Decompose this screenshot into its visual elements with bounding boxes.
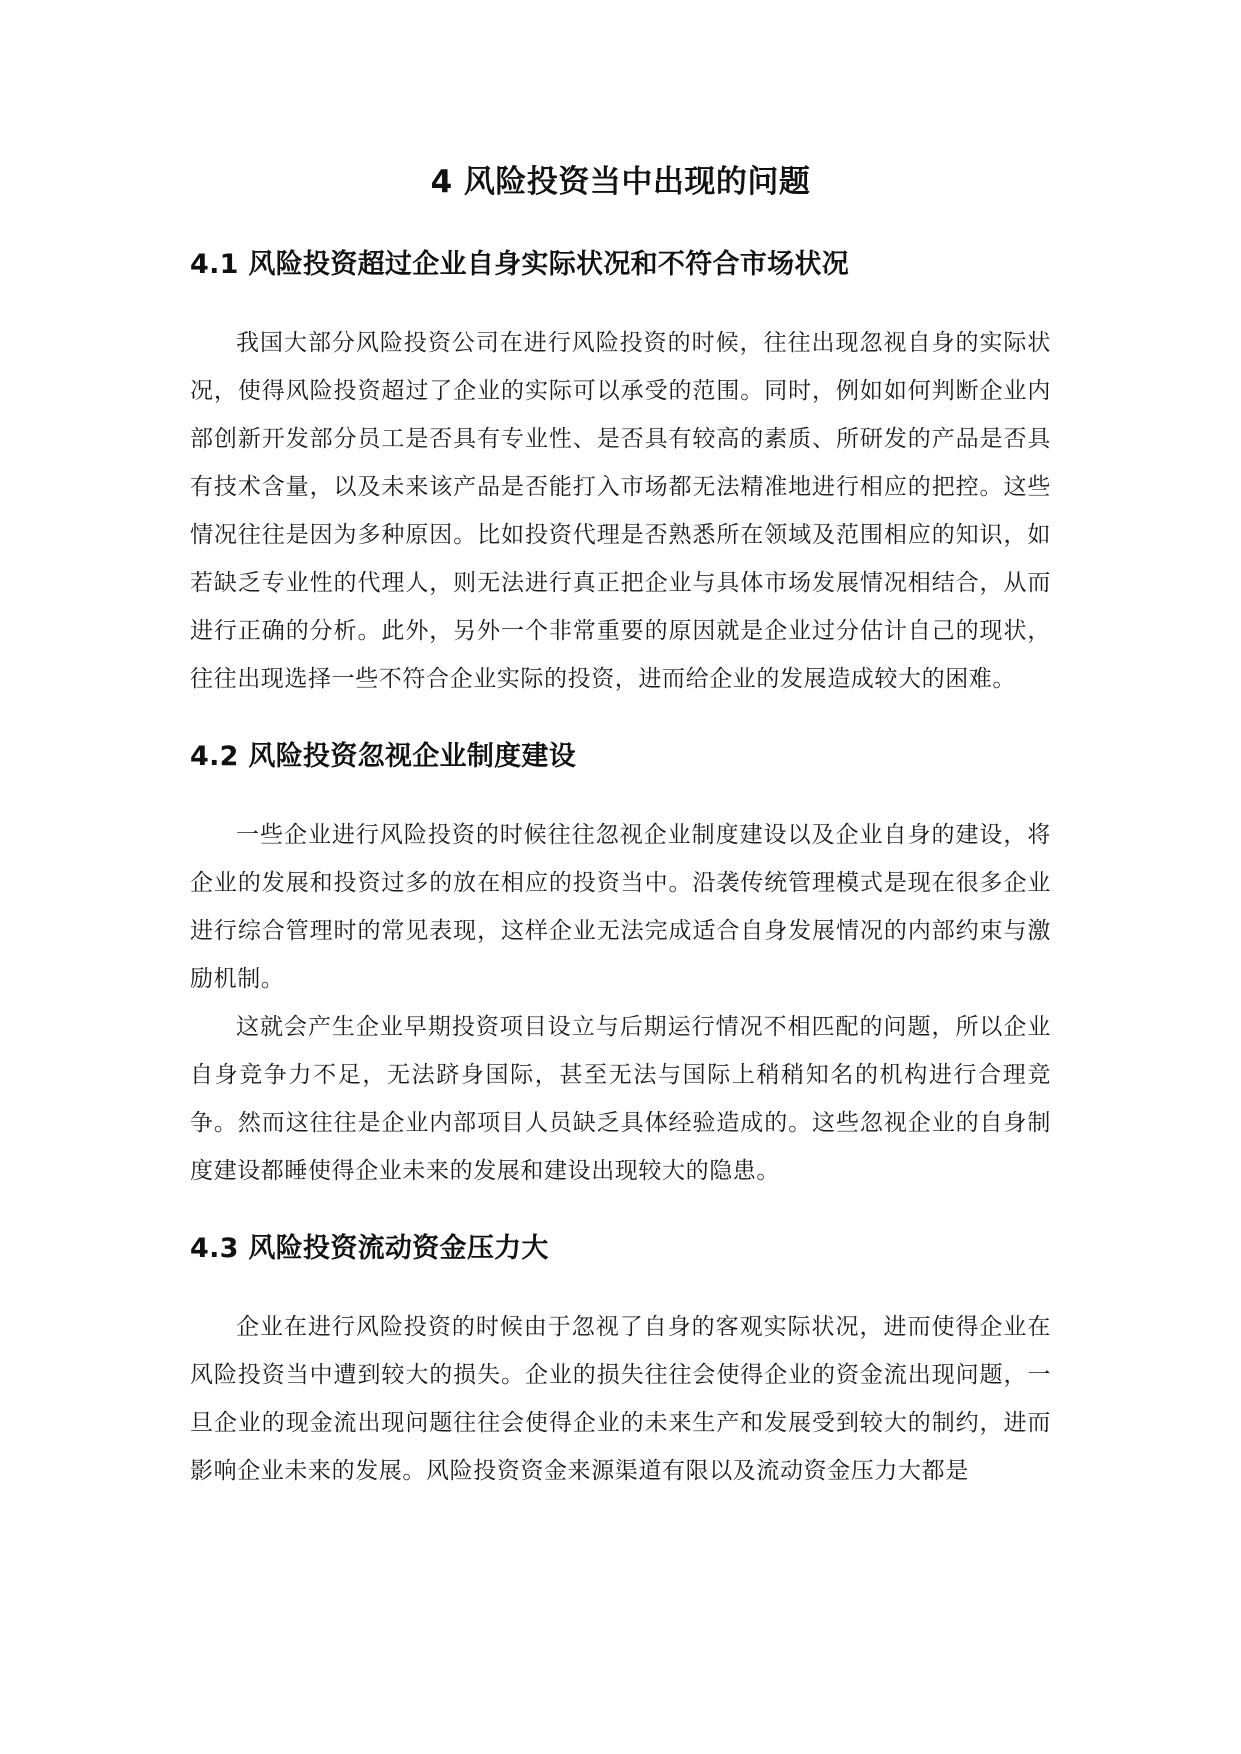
section-heading: 4.3 风险投资流动资金压力大 [190,1233,549,1264]
paragraph: 一些企业进行风险投资的时候往往忽视企业制度建设以及企业自身的建设，将企业的发展和投资过多的放在相应的投资当中。沿袭传统管理模式是现在很多企业进行综合管理时的常见表现，这样企业无法完成适合自身发展情况的内部约束与激励机制。 [190,822,1051,992]
paragraph: 企业在进行风险投资的时候由于忽视了自身的客观实际状况，进而使得企业在风险投资当中遭到较大的损失。企业的损失往往会使得企业的资金流出现问题，一旦企业的现金流出现问题往往会使得企业的未来生产和发展受到较大的制约，进而影响企业未来的发展。风险投资资金来源渠道有限以及流动资金压力大都是 [190,1314,1051,1484]
paragraph: 我国大部分风险投资公司在进行风险投资的时候，往往出现忽视自身的实际状况，使得风险投资超过了企业的实际可以承受的范围。同时，例如如何判断企业内部创新开发部分员工是否具有专业性、是否具有较高的素质、所研发的产品是否具有技术含量，以及未来该产品是否能打入市场都无法精准地进行相应的把控。这些情况往往是因为多种原因。比如投资代理是否熟悉所在领域及范围相应的知识，如若缺乏专业性的代理人，则无法进行真正把企业与具体市场发展情况相结合，从而进行正确的分析。此外，另外一个非常重要的原因就是企业过分估计自己的现状，往往出现选择一些不符合企业实际的投资，进而给企业的发展造成较大的困难。 [190,330,1051,692]
paragraph: 这就会产生企业早期投资项目设立与后期运行情况不相匹配的问题，所以企业自身竞争力不足，无法跻身国际，甚至无法与国际上稍稍知名的机构进行合理竞争。然而这往往是企业内部项目人员缺乏具体经验造成的。这些忽视企业的自身制度建设都睡使得企业未来的发展和建设出现较大的隐患。 [190,1014,1051,1184]
chapter-title: 4 风险投资当中出现的问题 [430,164,811,200]
section-heading: 4.1 风险投资超过企业自身实际状况和不符合市场状况 [190,249,850,280]
section-4-1 [190,245,1051,703]
section-heading: 4.2 风险投资忽视企业制度建设 [190,741,577,772]
section-4-2 [190,737,1051,1195]
section-4-3 [190,1229,1051,1495]
